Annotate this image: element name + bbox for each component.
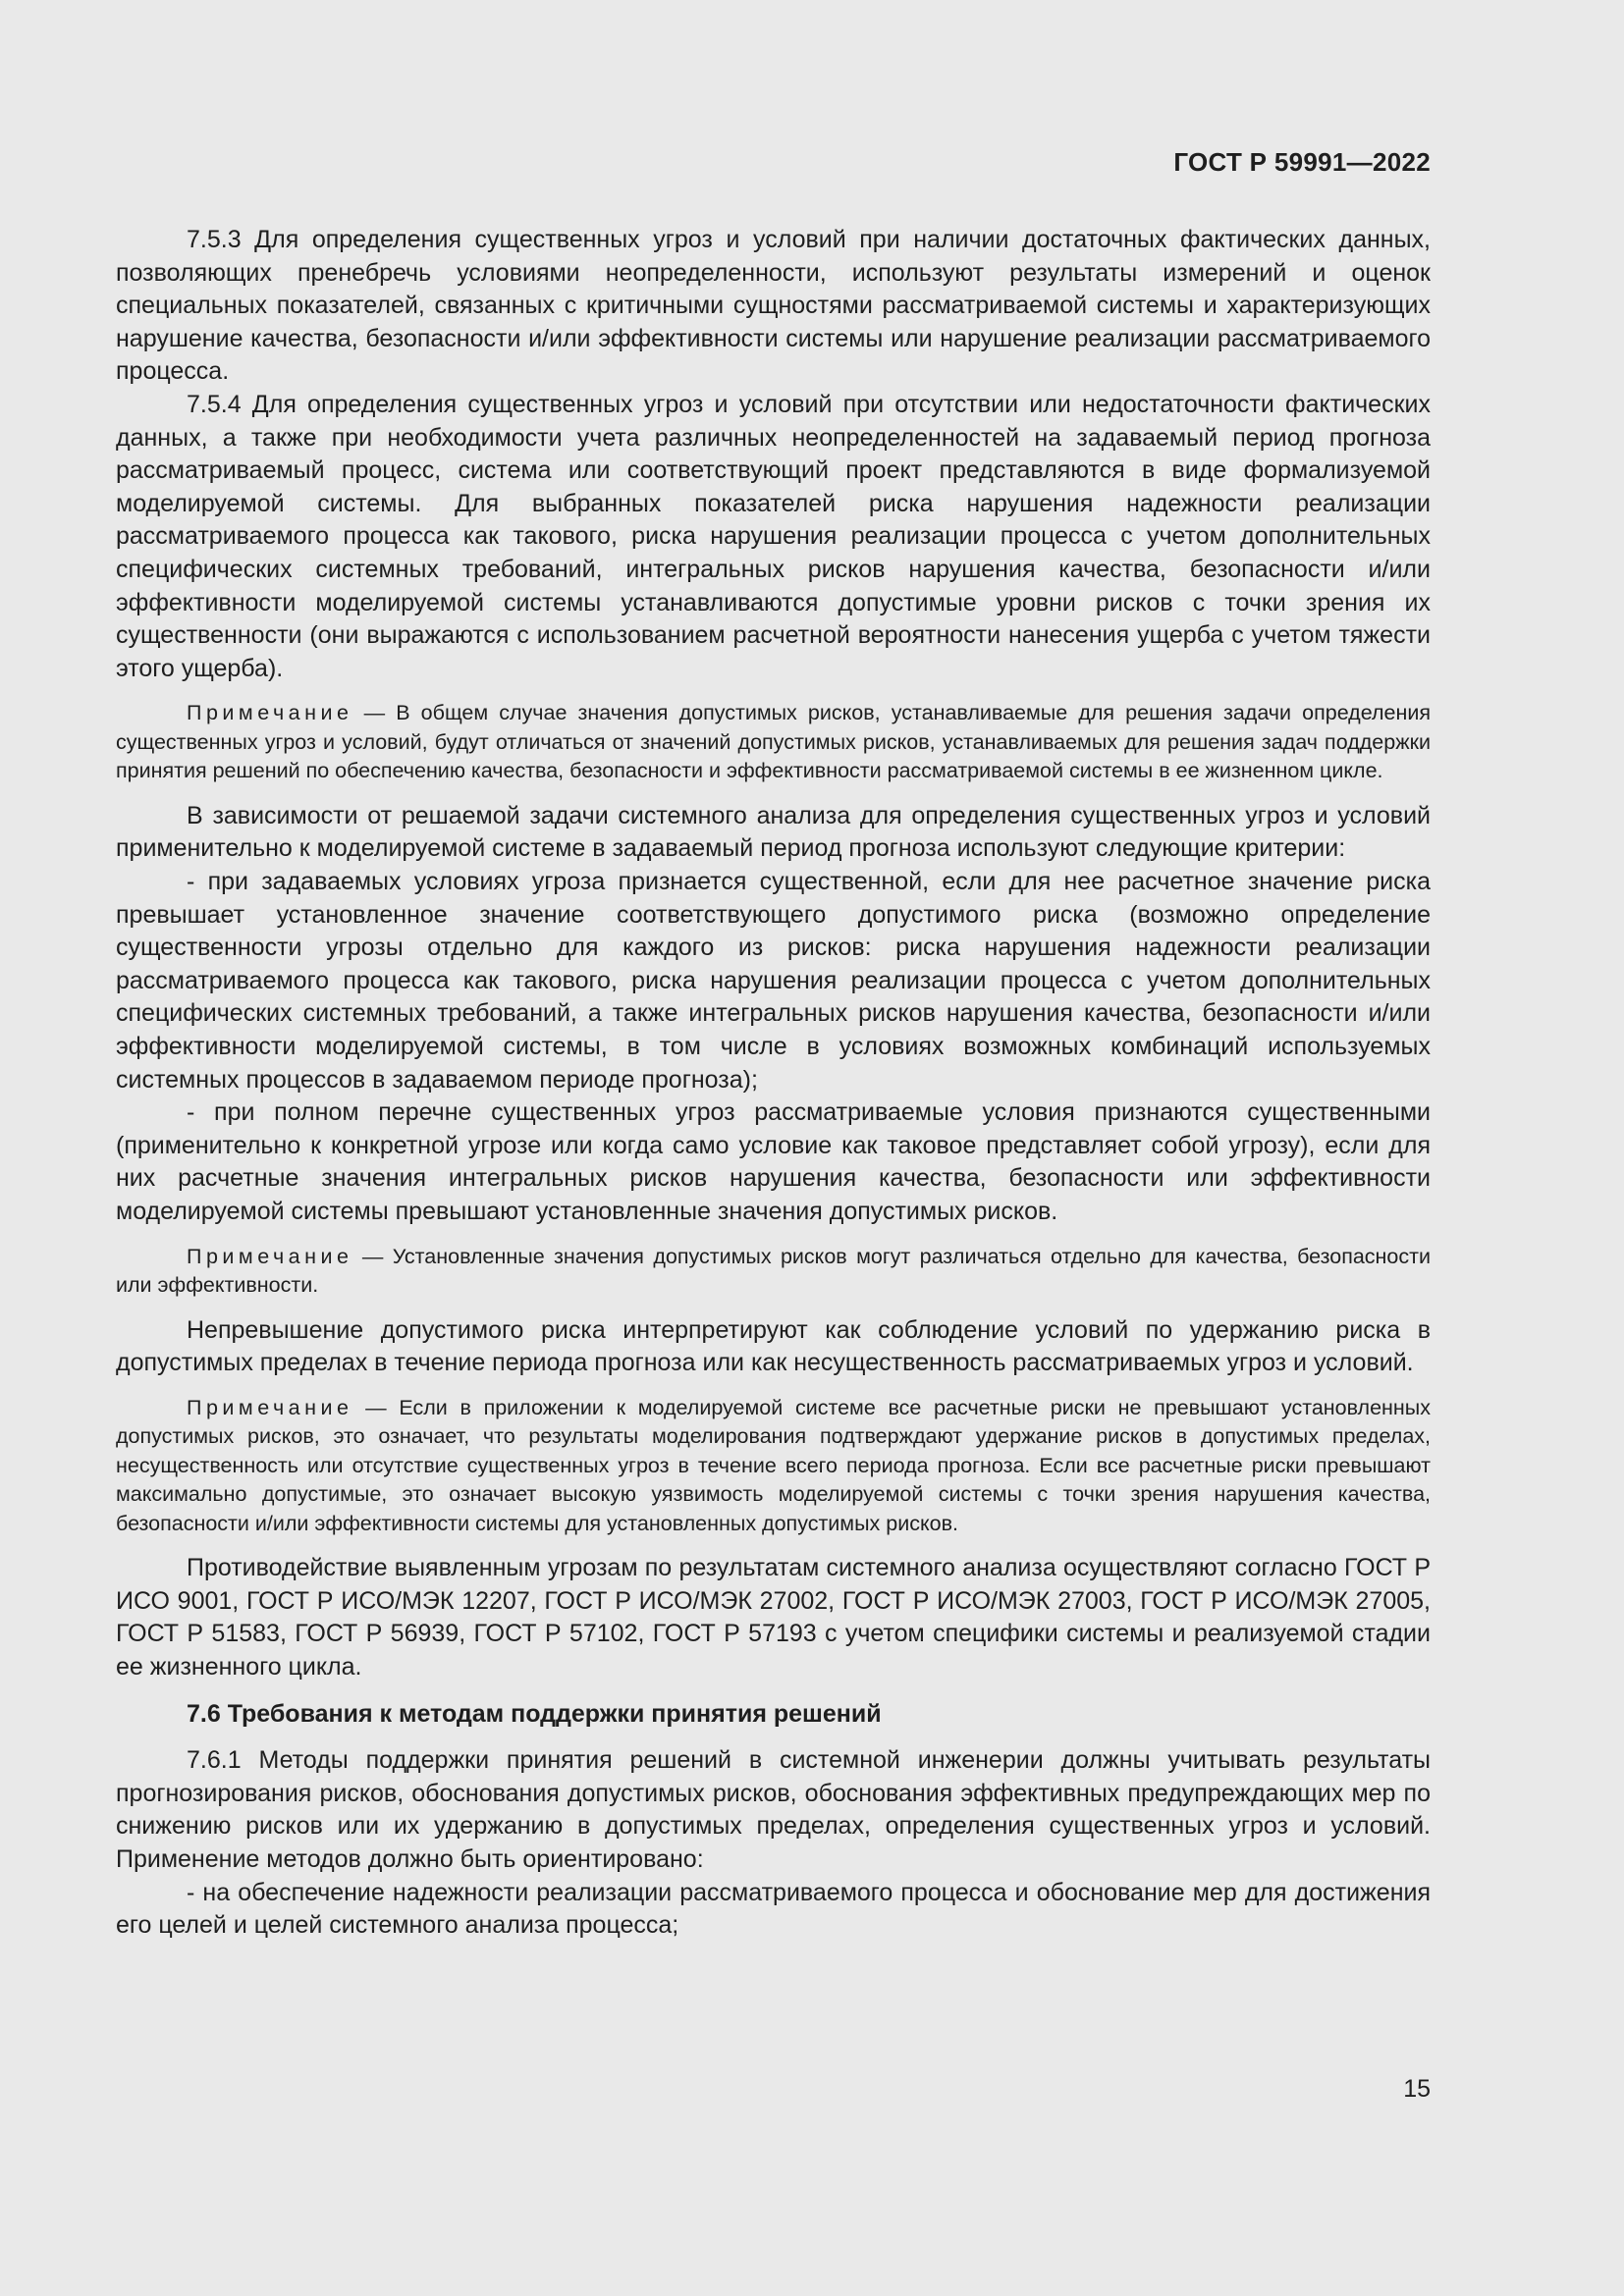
paragraph-7-5-4: 7.5.4 Для определения существенных угроз и условий при отсутствии или недостаточности фактических данных, а также при необходимости учета различных неопределенностей на задаваемый период прогноза рассматриваемый процесс, система или соответствующий проект представляются в виде формализуемой моделируемой системы. Для выбранных показателей риска нарушения надежности реализации рассматриваемого процесса как такового, риска нарушения реализации процесса с учетом дополнительных специфических системных требований, интегральных рисков нарушения качества, безопасности и/или эффективности моделируемой системы устанавливаются допустимые уровни рисков с точки зрения их существенности (они выражаются с использованием расчетной вероятности нанесения ущерба с учетом тяжести этого ущерба). [116,390,1431,682]
page-content [116,224,1431,1943]
note-text: — В общем случае значения допустимых рисков, устанавливаемые для решения задачи определения существенных угроз и условий, будут отличаться от значений допустимых рисков, устанавливаемых для решения задач поддержки принятия решений по обеспечению качества, безопасности и эффективности рассматриваемой системы в ее жизненном цикле. [116,701,1431,783]
note-label: Примечание [187,1395,353,1419]
paragraph-countermeasures: Противодействие выявленным угрозам по результатам системного анализа осуществляют согласно ГОСТ Р ИСО 9001, ГОСТ Р ИСО/МЭК 12207, ГОСТ Р ИСО/МЭК 27002, ГОСТ Р ИСО/МЭК 27003, ГОСТ Р ИСО/МЭК 27005, ГОСТ Р 51583, ГОСТ Р 56939, ГОСТ Р 57102, ГОСТ Р 57193 с учетом специфики системы и реализуемой стадии ее жизненного цикла. [116,1554,1431,1681]
list-item-reliability: - на обеспечение надежности реализации рассматриваемого процесса и обоснование мер для достижения его целей и целей системного анализа процесса; [116,1878,1431,1940]
note-3 [116,1394,1431,1539]
note-text: — Если в приложении к моделируемой системе все расчетные риски не превышают установленных допустимых рисков, это означает, что результаты моделирования подтверждают удержание рисков в допустимых пределах, несущественность или отсутствие существенных угроз в течение всего периода прогноза. Если все расчетные риски превышают максимально допустимые, это означает высокую уязвимость моделируемой системы с точки зрения нарушения качества, безопасности и/или эффективности системы для установленных допустимых рисков. [116,1395,1431,1535]
note-label: Примечание [187,701,353,725]
note-text: — Установленные значения допустимых рисков могут различаться отдельно для качества, безопасности или эффективности. [116,1244,1431,1298]
paragraph-non-exceedance: Непревышение допустимого риска интерпретируют как соблюдение условий по удержанию риска в допустимых пределах в течение периода прогноза или как несущественность рассматриваемых угроз и условий. [116,1315,1431,1377]
paragraph-criteria-intro: В зависимости от решаемой задачи системного анализа для определения существенных угроз и условий применительно к моделируемой системе в задаваемый период прогноза используют следующие критерии: [116,801,1431,863]
standard-designation: ГОСТ Р 59991—2022 [1173,147,1431,177]
paragraph-7-5-3: 7.5.3 Для определения существенных угроз и условий при наличии достаточных фактических данных, позволяющих пренебречь условиями неопределенности, используют результаты измерений и оценок специальных показателей, связанных с критичными сущностями рассматриваемой системы и характеризующих нарушение качества, безопасности и/или эффективности системы или нарушение реализации рассматриваемого процесса. [116,226,1431,386]
paragraph-7-6-1: 7.6.1 Методы поддержки принятия решений в системной инженерии должны учитывать результаты прогнозирования рисков, обоснования допустимых рисков, обоснования эффективных предупреждающих мер по снижению рисков или их удержанию в допустимых пределах, определения существенных угроз и условий. Применение методов должно быть ориентировано: [116,1746,1431,1873]
note-2 [116,1243,1431,1301]
page-number: 15 [1403,2075,1431,2103]
note-label: Примечание [187,1244,353,1268]
criteria-item-1: - при задаваемых условиях угроза признается существенной, если для нее расчетное значение риска превышает установленное значение соответствующего допустимого риска (возможно определение существенности угрозы отдельно для каждого из рисков: риска нарушения надежности реализации рассматриваемого процесса как такового, риска нарушения реализации процесса с учетом дополнительных специфических системных требований, а также интегральных рисков нарушения качества, безопасности и/или эффективности моделируемой системы, в том числе в условиях возможных комбинаций используемых системных процессов в задаваемом периоде прогноза); [116,868,1431,1094]
section-heading-7-6: 7.6 Требования к методам поддержки принятия решений [187,1699,882,1728]
criteria-item-2: - при полном перечне существенных угроз рассматриваемые условия признаются существенными (применительно к конкретной угрозе или когда само условие как таковое представляет собой угрозу), если для них расчетные значения интегральных рисков нарушения качества, безопасности или эффективности моделируемой системы превышают установленные значения допустимых рисков. [116,1098,1431,1225]
note-1 [116,699,1431,786]
